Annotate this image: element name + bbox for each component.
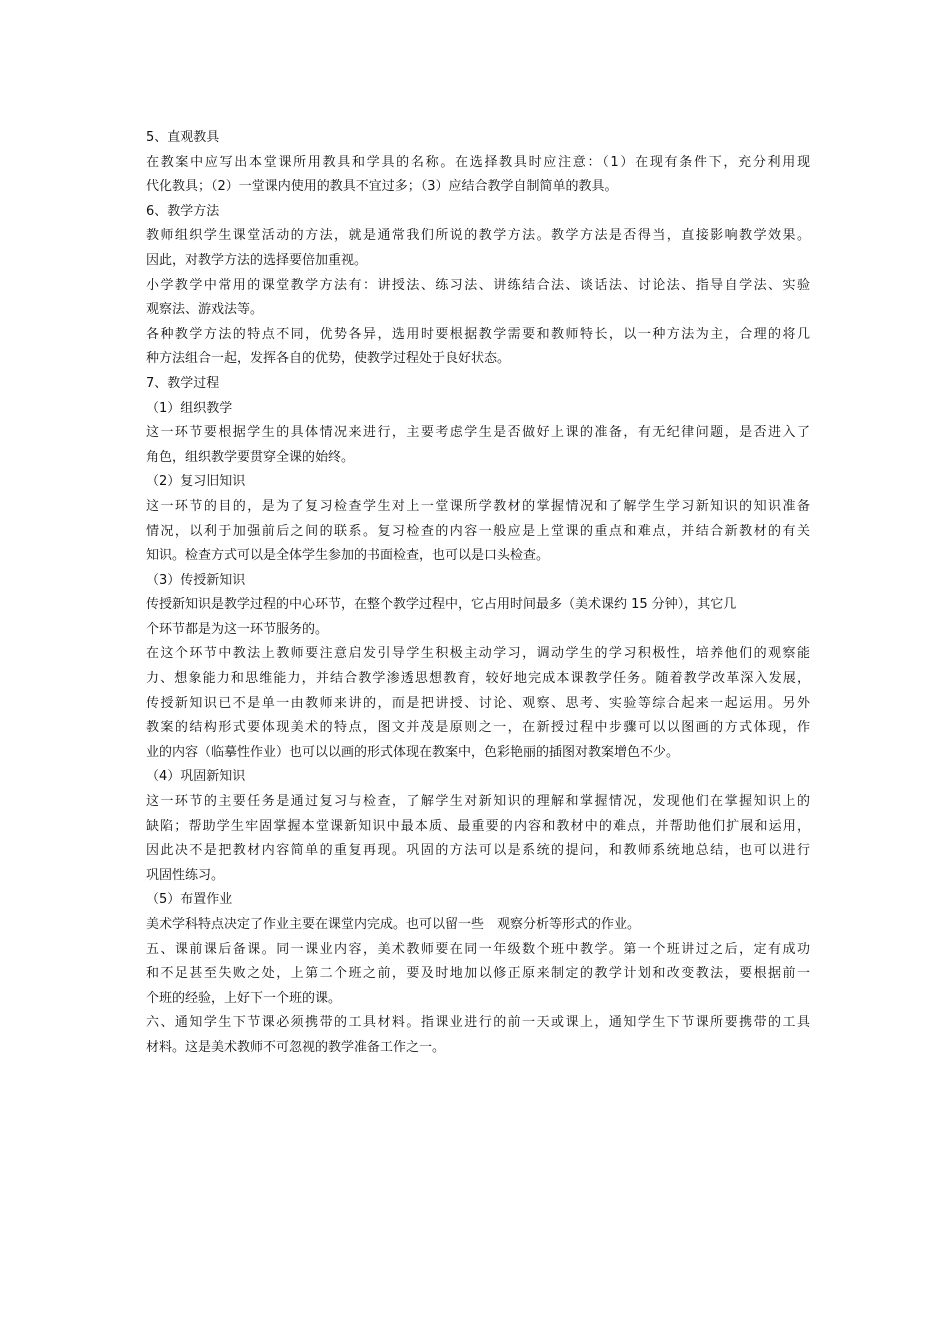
- text-line: 角色，组织教学要贯穿全课的始终。: [146, 449, 355, 465]
- text-line: 力、想象能力和思维能力，并结合教学渗透思想教育，较好地完成本课教学任务。随着教学改革深入发展，: [146, 671, 810, 687]
- text-line: 这一环节要根据学生的具体情况来进行，主要考虑学生是否做好上课的准备，有无纪律问题，是否进入了: [146, 425, 810, 441]
- text-line: （3）传授新知识: [146, 572, 246, 588]
- text-line: 代化教具；（2）一堂课内使用的教具不宜过多；（3）应结合教学自制简单的教具。: [146, 179, 618, 195]
- text-line: （5）布置作业: [146, 892, 233, 908]
- text-line: 知识。检查方式可以是全体学生参加的书面检查，也可以是口头检查。: [146, 548, 550, 564]
- text-line: 教案的结构形式要体现美术的特点，图文并茂是原则之一，在新授过程中步骤可以以图画的方式体现，作: [146, 720, 810, 736]
- text-line: （2）复习旧知识: [146, 474, 246, 490]
- text-line: 因此决不是把教材内容简单的重复再现。巩固的方法可以是系统的提问，和教师系统地总结，也可以进行: [146, 843, 810, 859]
- text-line: 传授新知识是教学过程的中心环节，在整个教学过程中，它占用时间最多（美术课约 15 分钟），其它几: [146, 597, 737, 613]
- text-line: 五、课前课后备课。同一课业内容，美术教师要在同一年级数个班中教学。第一个班讲过之后，定有成功: [146, 941, 810, 957]
- text-line: 6、教学方法: [146, 203, 220, 219]
- text-line: 5、直观教具: [146, 130, 220, 145]
- text-line: 观察法、游戏法等。: [146, 302, 264, 318]
- text-line: 美术学科特点决定了作业主要在课堂内完成。也可以留一些 观察分析等形式的作业。: [146, 917, 641, 932]
- text-line: 六、通知学生下节课必须携带的工具材料。指课业进行的前一天或课上，通知学生下节课所要携带的工具: [146, 1015, 810, 1031]
- text-line: 传授新知识已不是单一由教师来讲的，而是把讲授、讨论、观察、思考、实验等综合起来一起运用。另外: [146, 695, 810, 711]
- text-line: 小学教学中常用的课堂教学方法有：讲授法、练习法、讲练结合法、谈话法、讨论法、指导自学法、实验: [146, 277, 810, 293]
- text-line: 7、教学过程: [146, 375, 220, 391]
- text-line: 和不足甚至失败之处，上第二个班之前，要及时地加以修正原来制定的教学计划和改变教法，要根据前一: [146, 966, 810, 982]
- text-line: 因此，对教学方法的选择要倍加重视。: [146, 252, 368, 268]
- text-line: 缺陷；帮助学生牢固掌握本堂课新知识中最本质、最重要的内容和教材中的难点，并帮助他们扩展和运用，: [146, 818, 810, 834]
- text-line: 巩固性练习。: [146, 867, 225, 883]
- text-line: 情况，以利于加强前后之间的联系。复习检查的内容一般应是上堂课的重点和难点，并结合新教材的有关: [146, 523, 810, 539]
- text-line: （4）巩固新知识: [146, 769, 246, 785]
- text-line: 材料。这是美术教师不可忽视的教学准备工作之一。: [146, 1039, 446, 1055]
- text-line: （1）组织教学: [146, 400, 233, 416]
- text-line: 种方法组合一起，发挥各自的优势，使教学过程处于良好状态。: [146, 351, 511, 367]
- document-body: [146, 126, 810, 1061]
- text-line: 个环节都是为这一环节服务的。: [146, 621, 329, 637]
- text-line: 在这个环节中教法上教师要注意启发引导学生积极主动学习，调动学生的学习积极性，培养他们的观察能: [146, 646, 810, 662]
- text-line: 业的内容（临摹性作业）也可以以画的形式体现在教案中，色彩艳丽的插图对教案增色不少。: [146, 744, 680, 760]
- text-line: 个班的经验，上好下一个班的课。: [146, 990, 342, 1006]
- text-line: 这一环节的主要任务是通过复习与检查，了解学生对新知识的理解和掌握情况，发现他们在掌握知识上的: [146, 794, 810, 810]
- text-line: 在教案中应写出本堂课所用教具和学具的名称。在选择教具时应注意：（1）在现有条件下，充分利用现: [146, 154, 810, 170]
- text-line: 教师组织学生课堂活动的方法，就是通常我们所说的教学方法。教学方法是否得当，直接影响教学效果。: [146, 228, 810, 244]
- text-line: 各种教学方法的特点不同，优势各异，选用时要根据教学需要和教师特长，以一种方法为主，合理的将几: [146, 326, 810, 342]
- text-line: 这一环节的目的，是为了复习检查学生对上一堂课所学教材的掌握情况和了解学生学习新知识的知识准备: [146, 498, 810, 514]
